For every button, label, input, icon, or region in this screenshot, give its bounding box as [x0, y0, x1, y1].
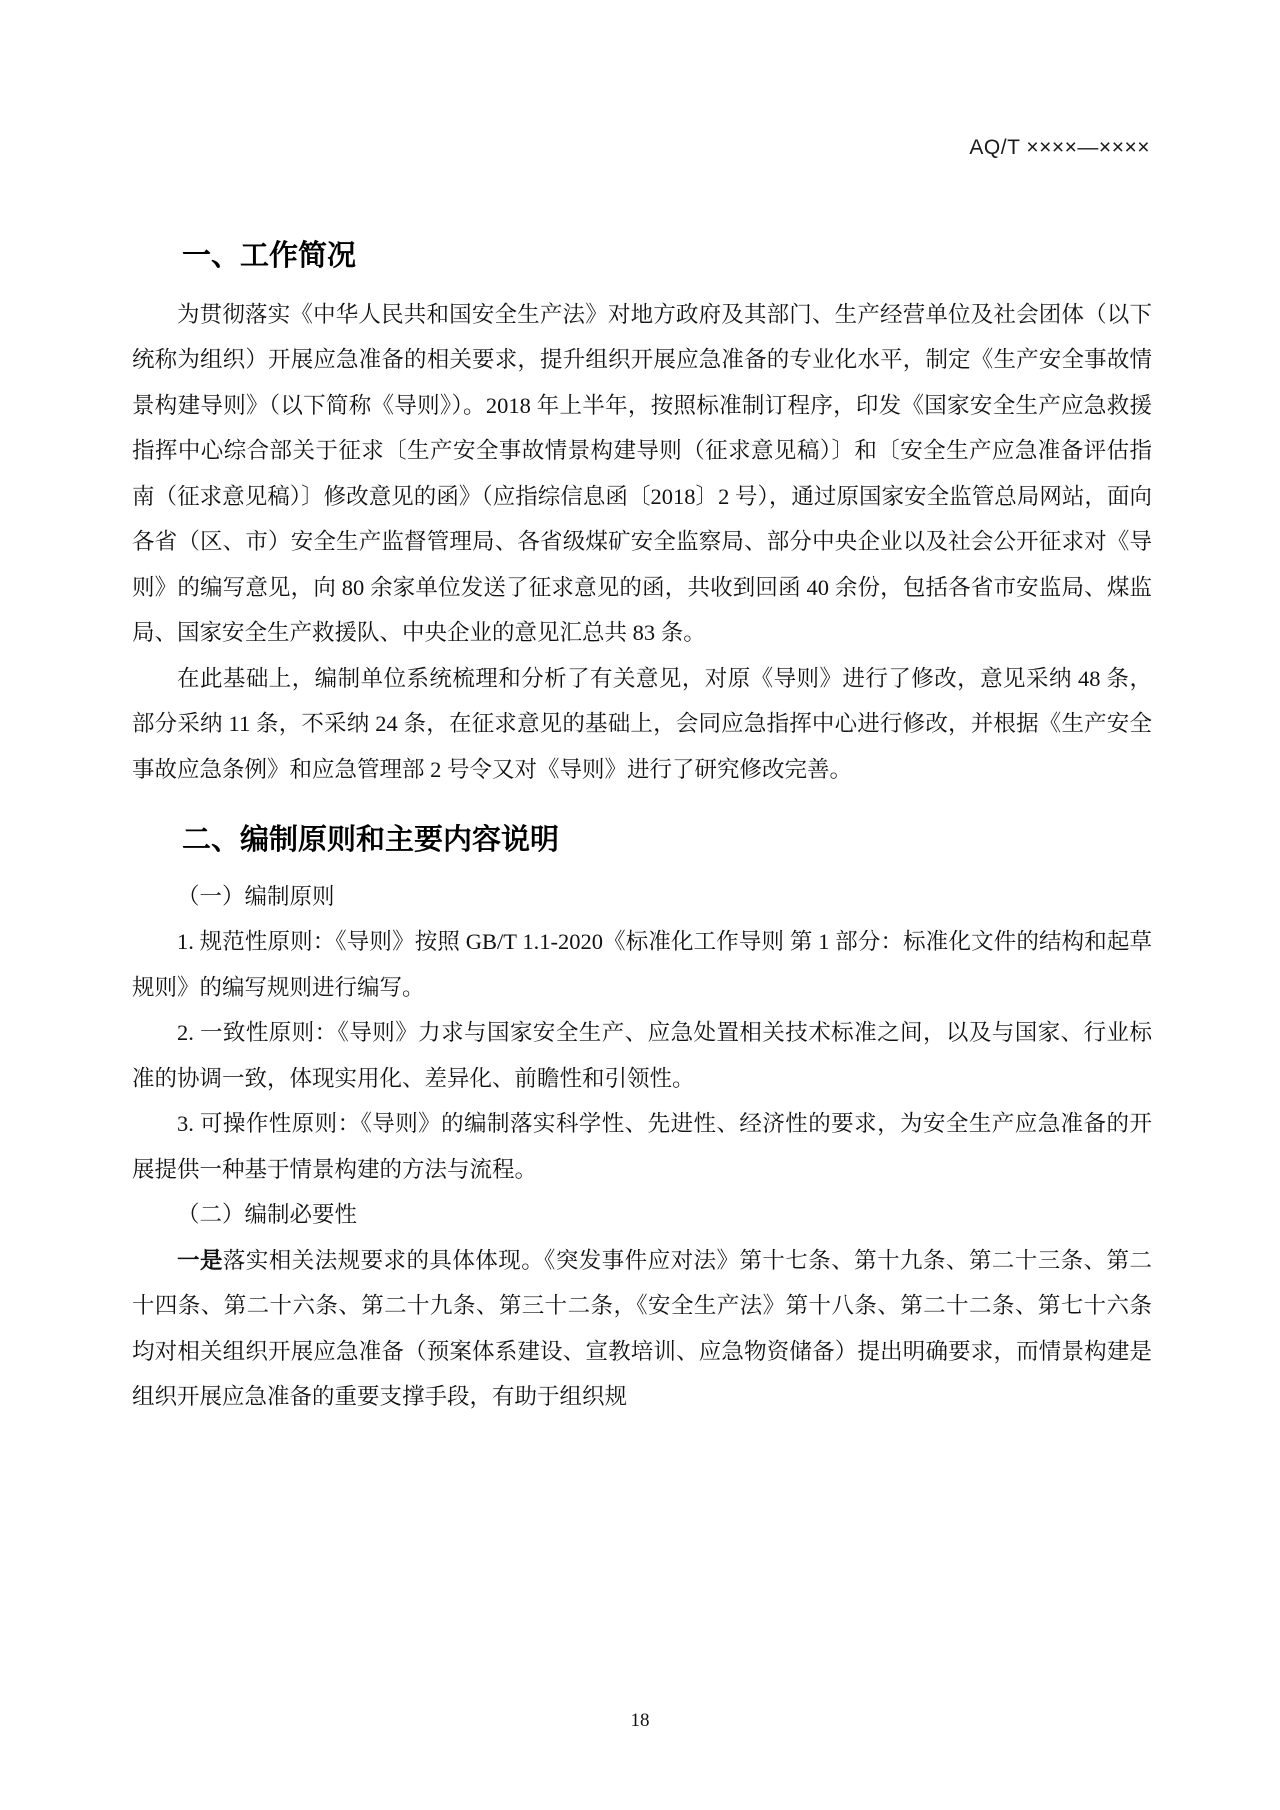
subsection-1-heading: （一）编制原则 [177, 883, 335, 909]
section-2-heading: 二、编制原则和主要内容说明 [182, 824, 560, 857]
paragraph-lead-emphasis: 一是 [177, 1247, 223, 1273]
principle-item-1: 1. 规范性原则：《导则》按照 GB/T 1.1-2020《标准化工作导则 第 1 部分：标准化文件的结构和起草规则》的编写规则进行编写。 [132, 929, 1152, 1000]
standard-code-header: AQ/T ××××—×××× [969, 136, 1150, 159]
paragraph-necessity-text: 落实相关法规要求的具体体现。《突发事件应对法》第十七条、第十九条、第二十三条、第二十四条、第二十六条、第二十九条、第三十二条，《安全生产法》第十八条、第二十二条、第七十六条均对相关组织开展应急准备（预案体系建设、宣教培训、应急物资储备）提出明确要求，而情景构建是组织开展应急准备的重要支撑手段，有助于组织规 [132, 1247, 1152, 1410]
paragraph-work-overview-2: 在此基础上，编制单位系统梳理和分析了有关意见，对原《导则》进行了修改，意见采纳 48 条，部分采纳 11 条，不采纳 24 条，在征求意见的基础上，会同应急指挥中心进行修改，并根据《生产安全事故应急条例》和应急管理部 2 号令又对《导则》进行了研究修改完善。 [132, 665, 1152, 782]
page-number: 18 [630, 1710, 650, 1731]
section-1-heading: 一、工作简况 [182, 240, 357, 272]
subsection-2-heading: （二）编制必要性 [177, 1202, 358, 1228]
principle-item-3: 3. 可操作性原则：《导则》的编制落实科学性、先进性、经济性的要求，为安全生产应急准备的开展提供一种基于情景构建的方法与流程。 [132, 1111, 1152, 1182]
paragraph-work-overview-1: 为贯彻落实《中华人民共和国安全生产法》对地方政府及其部门、生产经营单位及社会团体（以下统称为组织）开展应急准备的相关要求，提升组织开展应急准备的专业化水平，制定《生产安全事故情景构建导则》（以下简称《导则》）。2018 年上半年，按照标准制订程序，印发《国家安全生产应急救援指挥中心综合部关于征求〔生产安全事故情景构建导则（征求意见稿）〕和〔安全生产应急准备评估指南（征求意见稿）〕修改意见的函》（应指综信息函〔2018〕2 号），通过原国家安全监管总局网站，面向各省（区、市）安全生产监督管理局、各省级煤矿安全监察局、部分中央企业以及社会公开征求对《导则》的编写意见，向 80 余家单位发送了征求意见的函，共收到回函 40 余份，包括各省市安监局、煤监局、国家安全生产救援队、中央企业的意见汇总共 83 条。 [132, 301, 1152, 646]
document-content [132, 238, 1152, 1420]
principle-item-2: 2. 一致性原则：《导则》力求与国家安全生产、应急处置相关技术标准之间，以及与国家、行业标准的协调一致，体现实用化、差异化、前瞻性和引领性。 [132, 1020, 1152, 1091]
paragraph-necessity-1 [132, 1238, 1152, 1420]
